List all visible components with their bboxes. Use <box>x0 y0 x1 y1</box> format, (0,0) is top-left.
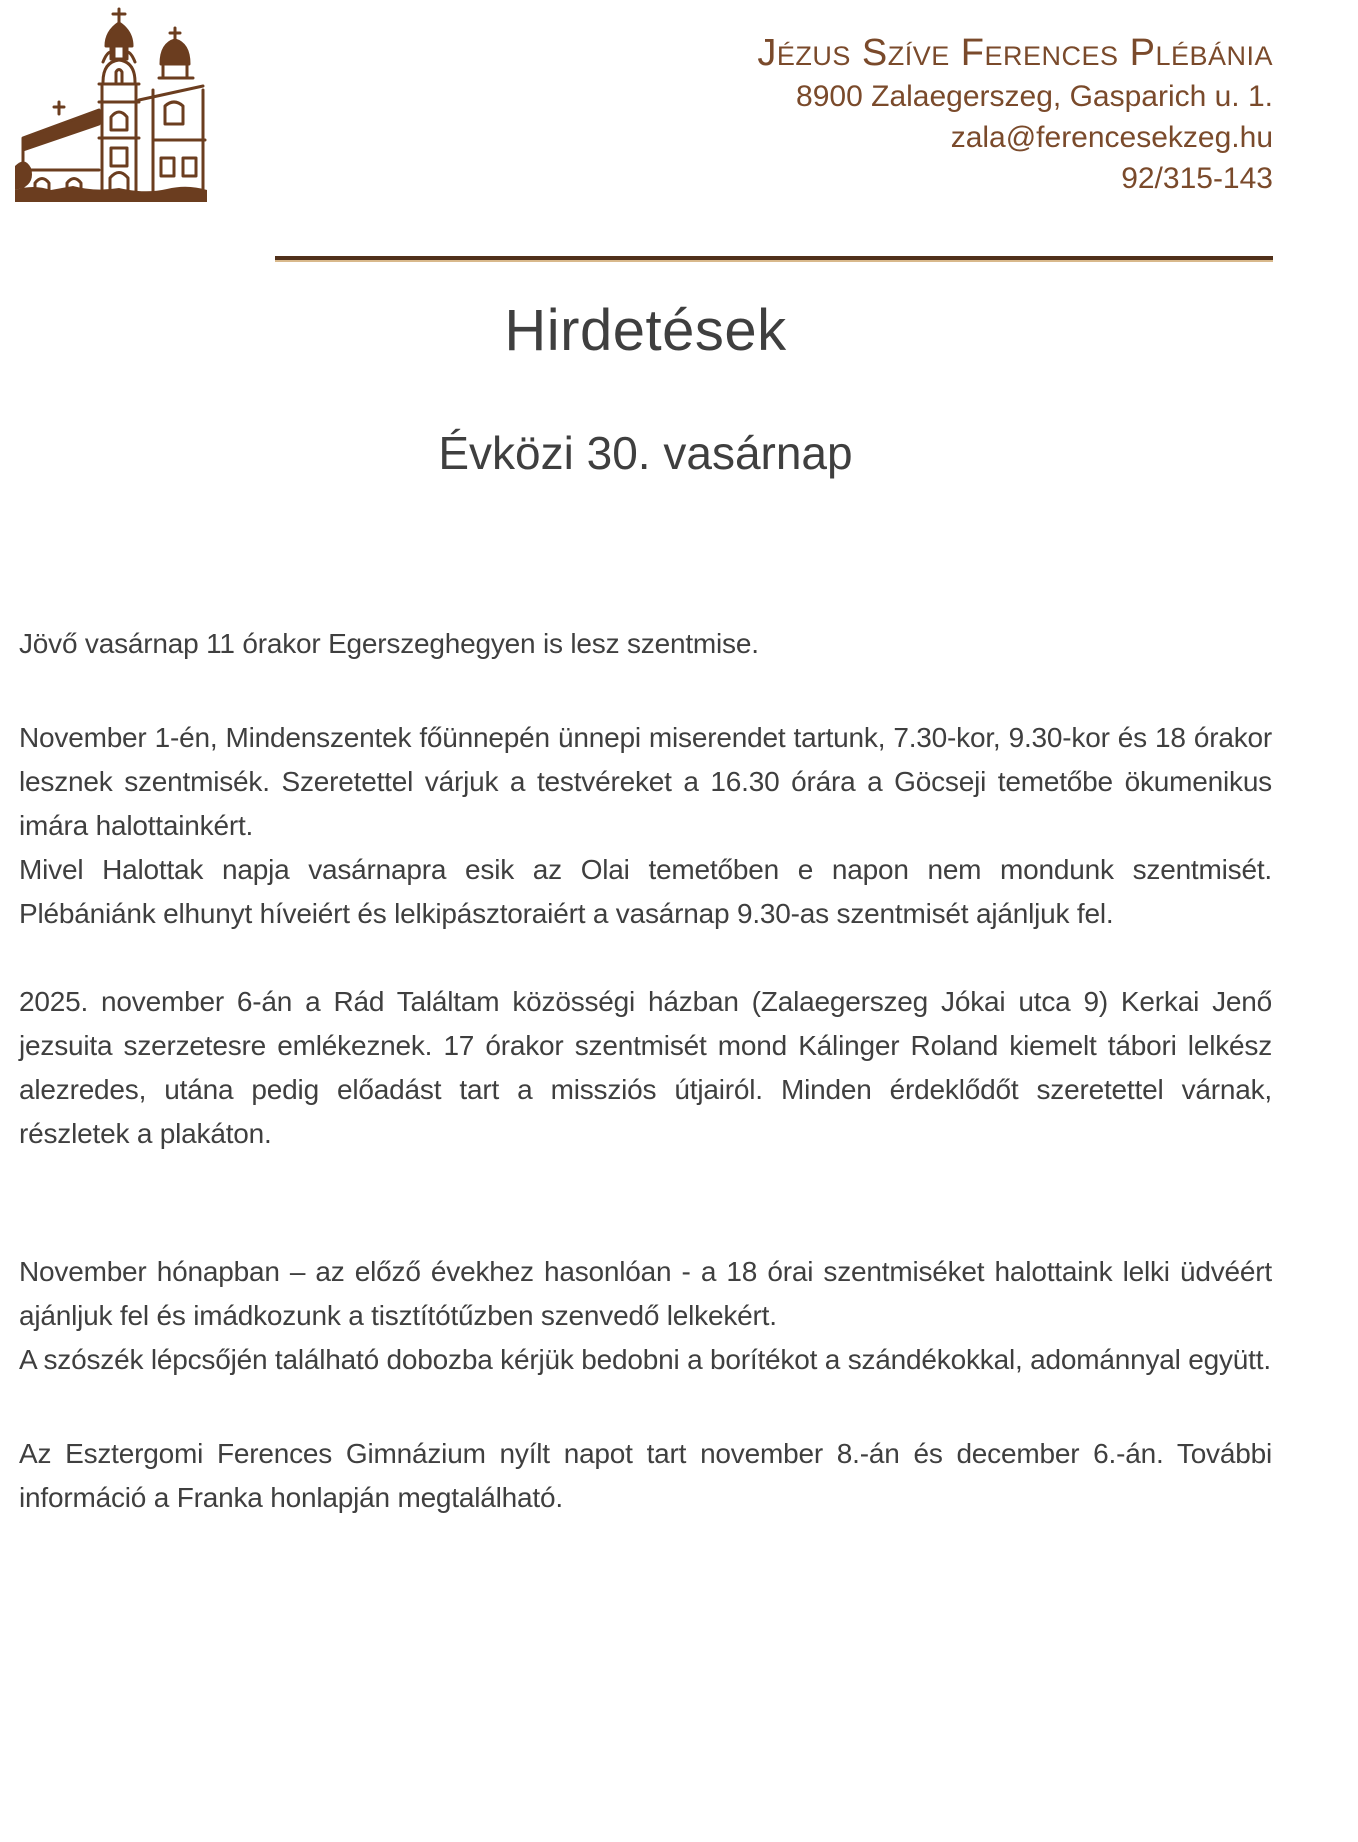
organization-name: Jézus Szíve Ferences Plébánia <box>757 32 1273 74</box>
announcement-paragraph: Mivel Halottak napja vasárnapra esik az Olai temetőben e napon nem mondunk szentmisét. Plébániánk elhunyt híveiért és lelkipásztoraiért a vasárnap 9.30-as szentmisét ajánljuk fel. <box>19 854 1272 929</box>
letterhead <box>0 0 1358 202</box>
page-subtitle: Évközi 30. vasárnap <box>438 427 853 479</box>
announcement-paragraph: November 1-én, Mindenszentek főünnepén ünnepi miserendet tartunk, 7.30-kor, 9.30-kor és 18 órakor lesznek szentmisék. Szeretettel várjuk a testvéreket a 16.30 órára a Göcseji temetőbe ökumenikus imára halottainkért. <box>19 722 1272 841</box>
announcement-paragraph: November hónapban – az előző évekhez hasonlóan - a 18 órai szentmiséket halottaink lelki üdvéért ajánljuk fel és imádkozunk a tisztítótűzben szenvedő lelkekért. <box>19 1256 1272 1331</box>
phone-line: 92/315-143 <box>1121 162 1273 195</box>
announcement-paragraph: Jövő vasárnap 11 órakor Egerszeghegyen is lesz szentmise. <box>19 628 759 659</box>
page-title: Hirdetések <box>504 298 787 363</box>
announcement-paragraph: 2025. november 6-án a Rád Találtam közösségi házban (Zalaegerszeg Jókai utca 9) Kerkai Jenő jezsuita szerzetesre emlékeznek. 17 órakor szentmisét mond Kálinger Roland kiemelt tábori lelkész alezredes, utána pedig előadást tart a missziós útjairól. Minden érdeklődőt szeretettel várnak, részletek a plakáton. <box>19 986 1272 1149</box>
church-line-art-icon <box>15 6 207 202</box>
letterhead-contact-block <box>757 30 1273 199</box>
address-line: 8900 Zalaegerszeg, Gasparich u. 1. <box>796 80 1273 113</box>
document-body <box>0 294 1358 1520</box>
letterhead-divider-rule <box>275 256 1273 262</box>
announcement-paragraph: Az Esztergomi Ferences Gimnázium nyílt napot tart november 8.-án és december 6.-án. További információ a Franka honlapján megtalálható. <box>19 1438 1272 1513</box>
church-logo <box>15 6 207 202</box>
email-line: zala@ferencesekzeg.hu <box>950 121 1273 154</box>
announcement-paragraph: A szószék lépcsőjén található dobozba kérjük bedobni a borítékot a szándékokkal, adománnyal együtt. <box>19 1344 1271 1375</box>
